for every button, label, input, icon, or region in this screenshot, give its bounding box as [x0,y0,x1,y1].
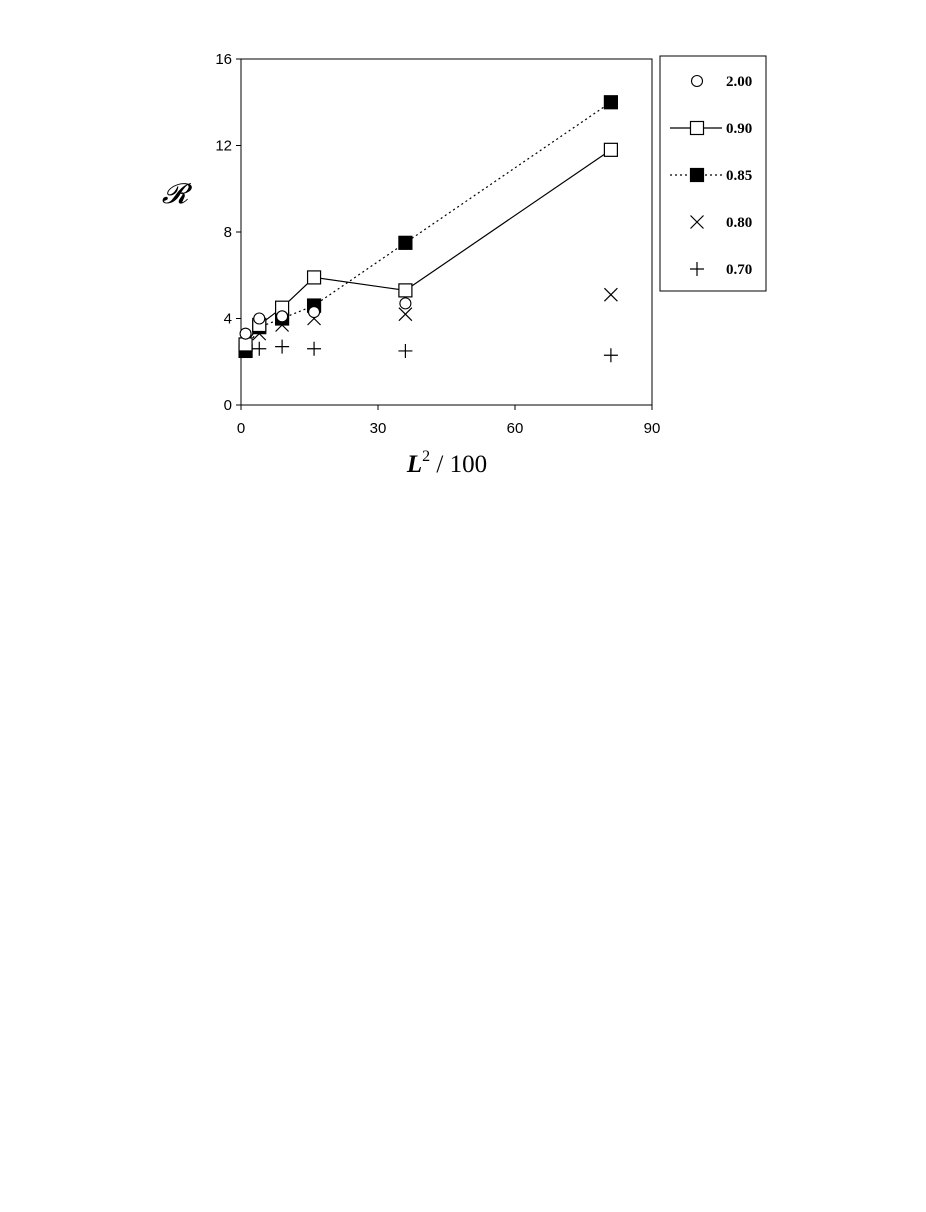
data-point [398,344,412,358]
x-axis-label-rest: / 100 [430,451,488,478]
legend-marker [692,76,703,87]
legend-label: 0.70 [726,262,753,278]
y-tick-label: 4 [223,310,232,328]
x-tick-label: 90 [643,420,661,437]
data-point [309,307,320,318]
data-point [275,340,289,354]
x-tick-label: 0 [236,420,246,437]
y-tick-label: 8 [223,224,232,241]
legend-label: 0.80 [726,215,753,231]
y-tick-label: 12 [215,137,232,155]
x-axis-label-var: L [406,451,423,478]
data-point [277,311,288,322]
data-point [399,284,412,297]
axes [215,51,660,437]
x-axis-label [406,448,487,478]
x-axis-label-sup: 2 [422,448,431,465]
series-0.70 [239,340,618,363]
data-point [254,313,265,324]
y-tick-label: 0 [223,397,232,414]
series-0.85 [239,96,617,358]
series-0.80 [239,288,617,353]
series-line [246,102,611,351]
data-point [239,338,252,351]
data-point [308,271,321,284]
series-line [246,150,611,345]
series-0.90 [239,143,617,351]
data-point [399,236,412,249]
data-point [604,288,617,301]
legend-label: 0.90 [726,121,753,137]
data-point [307,342,321,356]
plot-area [241,59,652,405]
data-point [604,143,617,156]
data-point [400,298,411,309]
legend-marker [691,169,704,182]
series-layer [239,96,618,363]
x-tick-label: 60 [506,420,524,437]
y-axis-label: 𝓡 [161,177,189,210]
legend-label: 2.00 [726,74,753,90]
x-tick-label: 30 [369,420,387,437]
legend-marker [691,122,704,135]
legend-label: 0.85 [726,168,753,184]
data-point [252,342,266,356]
data-point [604,96,617,109]
y-tick-label: 16 [215,51,232,68]
data-point [604,348,618,362]
data-point [240,328,251,339]
data-point [399,308,412,321]
